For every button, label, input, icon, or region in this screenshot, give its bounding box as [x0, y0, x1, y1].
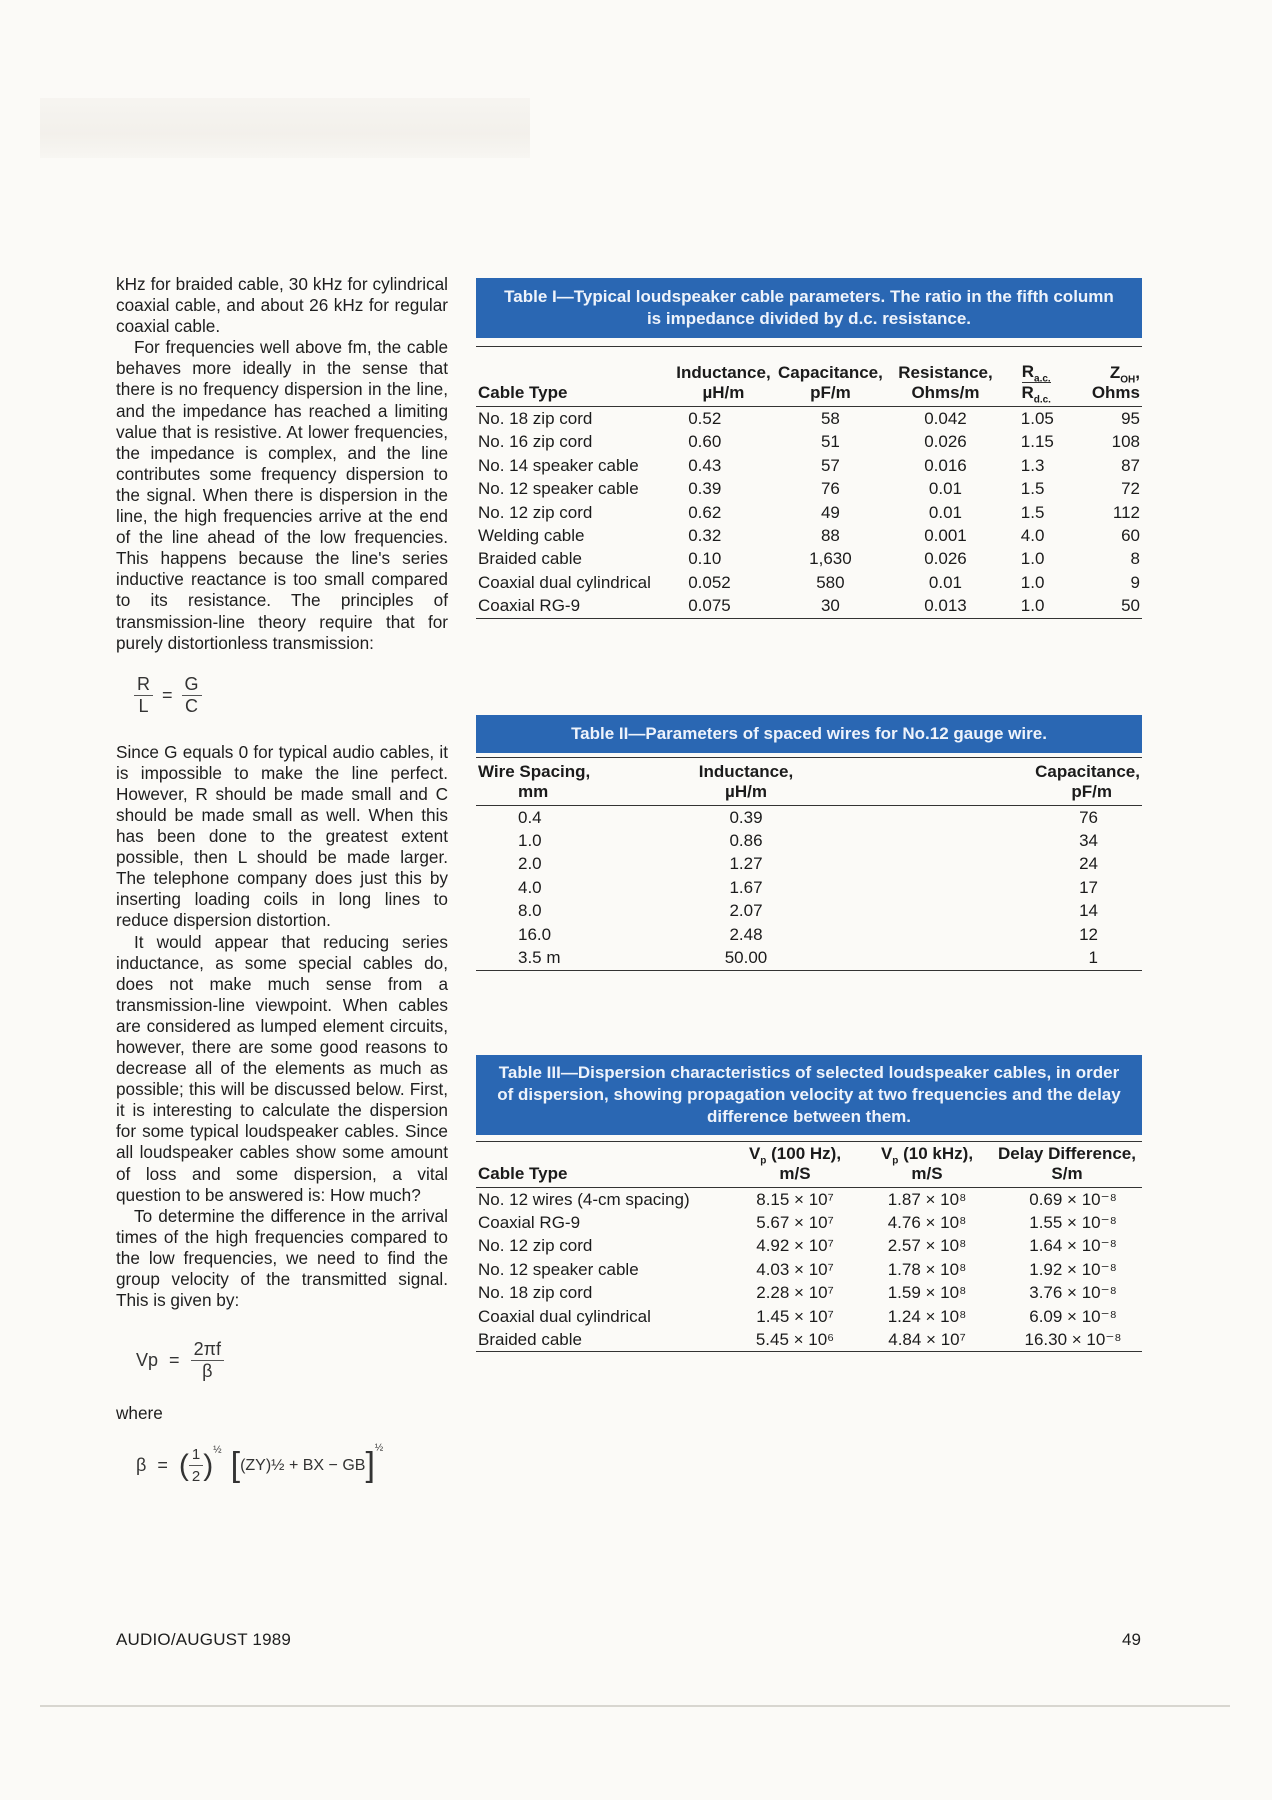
table3-title: Table III—Dispersion characteristics of selected loudspeaker cables, in order of dispersion, showing propagation velocity at two frequencies and the delay difference between them.	[476, 1055, 1142, 1135]
formula-group-velocity	[136, 1339, 448, 1389]
table3-cell: 1.64 × 10⁻⁸	[1029, 1236, 1117, 1256]
table3-cell: 1.87 × 10⁸	[887, 1189, 967, 1209]
table2-cell: 12	[1079, 924, 1098, 944]
table3-row	[476, 1258, 1142, 1281]
table2-title: Table II—Parameters of spaced wires for No.12 gauge wire.	[476, 715, 1142, 753]
page-number: 49	[1122, 1630, 1141, 1649]
tables-column	[476, 278, 1142, 1352]
table1-cell: 1.0	[1020, 549, 1045, 569]
table1-row	[476, 524, 1142, 547]
table1-cell: 0.026	[924, 549, 967, 569]
table1-cell: 1.15	[1020, 432, 1054, 452]
table1-cell: Coaxial RG-9	[478, 596, 581, 616]
table3-cell: No. 12 zip cord	[478, 1236, 593, 1256]
table3-header-vp10k: $V_p$ (10 kHz), m/S	[880, 1143, 974, 1183]
formula-equals: =	[157, 1455, 168, 1476]
formula-equals: =	[169, 1350, 180, 1371]
table1-cell: 1,630	[809, 549, 852, 569]
table1-cell: No. 14 speaker cable	[478, 455, 639, 475]
table3-cell: No. 12 wires (4-cm spacing)	[478, 1189, 690, 1209]
table1-cell: 1.5	[1020, 479, 1045, 499]
scan-shading	[40, 98, 530, 158]
table1-cell: 0.026	[924, 432, 967, 452]
table3-cell: 16.30 × 10⁻⁸	[1024, 1329, 1122, 1349]
table3-cell: 4.76 × 10⁸	[887, 1212, 967, 1232]
table3-row	[476, 1305, 1142, 1328]
table3-header-row	[476, 1141, 1142, 1187]
table1-cell: 49	[820, 502, 840, 522]
table3-cell: Braided cable	[478, 1329, 582, 1349]
table2-header-capacitance: Capacitance, pF/m	[1035, 761, 1140, 801]
table1-cell: 0.60	[688, 432, 722, 452]
table1-row	[476, 501, 1142, 524]
table3	[476, 1141, 1142, 1353]
formula-c: C	[182, 695, 202, 717]
formula-half-num: 1	[191, 1446, 201, 1464]
paragraph: To determine the difference in the arrival times of the high frequencies compared to the low frequencies, we need to find the group velocity of the transmitted signal. This is given by:	[116, 1205, 448, 1311]
table1-header-cable-type: Cable Type	[478, 383, 568, 402]
table2	[476, 757, 1142, 971]
table3-row	[476, 1328, 1142, 1352]
table2-cell: 3.5 m	[518, 948, 561, 968]
table1-row	[476, 547, 1142, 570]
table3-cell: 1.92 × 10⁻⁸	[1029, 1259, 1117, 1279]
table3-cell: Coaxial dual cylindrical	[478, 1306, 651, 1326]
table1-row	[476, 477, 1142, 500]
table2-cell: 76	[1079, 807, 1098, 827]
formula-g: G	[184, 673, 199, 694]
table2-header-spacing: Wire Spacing, mm	[478, 761, 591, 801]
table1-cell: 0.013	[924, 596, 967, 616]
table1-cell: 57	[820, 455, 840, 475]
table1-cell: 60	[1121, 526, 1140, 546]
table1-cell: 0.10	[688, 549, 722, 569]
table2-cell: 24	[1079, 854, 1098, 874]
table2-cell: 4.0	[518, 877, 542, 897]
table3-cell: 2.57 × 10⁸	[887, 1236, 967, 1256]
table3-cell: 1.78 × 10⁸	[887, 1259, 967, 1279]
scan-edge-line	[40, 1705, 1230, 1707]
table1-header-inductance: Inductance, µH/m	[676, 363, 771, 402]
table1-cell: 0.075	[688, 596, 731, 616]
formula-beta-lhs: β	[136, 1455, 147, 1476]
table2-cell: 0.86	[729, 831, 763, 851]
table2-row	[476, 899, 1142, 922]
paragraph: Since G equals 0 for typical audio cables, it is impossible to make the line perfect. However, R should be made small and C should be made small as well. When this has been done to the greatest extent possible, then L should be made larger. The telephone company does just this by inserting loading coils in long lines to reduce dispersion distortion.	[116, 741, 448, 931]
table2-cell: 16.0	[518, 924, 552, 944]
table1-cell: 1.5	[1020, 502, 1045, 522]
table1-cell: 0.042	[924, 409, 967, 428]
table1-cell: 30	[820, 596, 840, 616]
table1-cell: No. 16 zip cord	[478, 432, 593, 452]
table1-header-resistance: Resistance, Ohms/m	[898, 363, 993, 402]
table1-cell: 580	[816, 572, 845, 592]
table3-row	[476, 1234, 1142, 1257]
table1-cell: Braided cable	[478, 549, 582, 569]
table1-cell: 72	[1121, 479, 1140, 499]
table1-cell: No. 18 zip cord	[478, 409, 593, 428]
table2-cell: 0.4	[518, 807, 542, 827]
table2-row	[476, 923, 1142, 946]
table3-cell: 4.03 × 10⁷	[756, 1259, 834, 1279]
table3-row	[476, 1187, 1142, 1211]
table1-title: Table I—Typical loudspeaker cable parameters. The ratio in the fifth column is impedance divided by d.c. resistance.	[476, 278, 1142, 338]
table3-cell: 5.45 × 10⁶	[755, 1329, 835, 1349]
table1-cell: 1.0	[1020, 596, 1045, 616]
table3-header-cable-type: Cable Type	[478, 1163, 568, 1183]
table2-cell: 2.0	[518, 854, 542, 874]
table2-row	[476, 829, 1142, 852]
table2-header-inductance: Inductance, µH/m	[698, 761, 794, 801]
table2-cell: 1.0	[518, 831, 542, 851]
table2-row	[476, 876, 1142, 899]
table1-row	[476, 430, 1142, 453]
table3-cell: 1.59 × 10⁸	[887, 1283, 967, 1303]
table2-header-row	[476, 757, 1142, 805]
table1-cell: 8	[1130, 549, 1140, 569]
table1-cell: 0.01	[928, 479, 963, 499]
table3-cell: 1.55 × 10⁻⁸	[1029, 1212, 1117, 1232]
table1-cell: 0.01	[928, 572, 963, 592]
formula-beta: β	[191, 1360, 224, 1382]
table3-cell: 3.76 × 10⁻⁸	[1029, 1283, 1117, 1303]
table2-cell: 2.48	[729, 924, 763, 944]
table1-row	[476, 571, 1142, 594]
table1-cell: 50	[1121, 596, 1140, 616]
table1-cell: 0.43	[688, 455, 722, 475]
table2-cell: 1.27	[729, 854, 763, 874]
table1-cell: 0.052	[688, 572, 731, 592]
table1-cell: 4.0	[1020, 526, 1045, 546]
table1-cell: 112	[1112, 502, 1140, 522]
formula-r: R	[137, 673, 150, 694]
table2-cell: 50.00	[724, 948, 768, 968]
table1-cell: 0.001	[924, 526, 967, 546]
table1-cell: 95	[1121, 409, 1140, 428]
table1-cell: 0.62	[688, 502, 722, 522]
publication-footer: AUDIO/AUGUST 1989	[116, 1630, 292, 1649]
table1-header-ratio: $R_{a.c.}$ $R_{d.c.}$	[1021, 362, 1051, 406]
table1-row	[476, 454, 1142, 477]
table3-cell: 4.92 × 10⁷	[756, 1236, 834, 1256]
formula-distortionless	[134, 674, 448, 720]
paragraph: kHz for braided cable, 30 kHz for cylindrical coaxial cable, and about 26 kHz for regular coaxial cable.	[116, 274, 448, 337]
table1-header-row	[476, 347, 1142, 407]
table1-header-capacitance: Capacitance, pF/m	[777, 363, 883, 402]
table1-cell: Welding cable	[478, 526, 585, 546]
table1-cell: 1.05	[1020, 409, 1054, 428]
table3-cell: 6.09 × 10⁻⁸	[1029, 1306, 1117, 1326]
table1-cell: Coaxial dual cylindrical	[478, 572, 651, 592]
table1-cell: 108	[1111, 432, 1140, 452]
table2-cell: 14	[1079, 901, 1098, 921]
formula-half-den: 2	[189, 1465, 203, 1487]
table3-header-vp100: $V_p$ (100 Hz), m/S	[748, 1143, 842, 1183]
formula-vp: Vp	[136, 1350, 159, 1371]
table3-cell: No. 12 speaker cable	[478, 1259, 639, 1279]
table3-header-delay: Delay Difference, S/m	[998, 1143, 1136, 1183]
table1-cell: 87	[1121, 455, 1140, 475]
table1-cell: 9	[1130, 572, 1140, 592]
formula-exp: ½	[213, 1444, 222, 1456]
table3-cell: 5.67 × 10⁷	[756, 1212, 834, 1232]
table2-cell: 17	[1079, 877, 1098, 897]
table3-cell: 8.15 × 10⁷	[756, 1189, 834, 1209]
formula-l: L	[134, 695, 153, 717]
table1-cell: 1.0	[1020, 572, 1045, 592]
table3-cell: 0.69 × 10⁻⁸	[1029, 1189, 1117, 1209]
table1-cell: 58	[820, 409, 840, 428]
table2-row	[476, 805, 1142, 829]
table1-cell: 0.39	[688, 479, 722, 499]
formula-outer-exp: ½	[374, 1442, 384, 1454]
table1-cell: No. 12 speaker cable	[478, 479, 639, 499]
table3-cell: 1.24 × 10⁸	[887, 1306, 967, 1326]
table2-cell: 8.0	[518, 901, 542, 921]
table1	[476, 346, 1142, 619]
table1-header-zoh: $Z_{OH}$, Ohms	[1091, 363, 1140, 402]
table3-row	[476, 1211, 1142, 1234]
table1-cell: 76	[820, 479, 840, 499]
table2-cell: 1	[1088, 948, 1098, 968]
paragraph: For frequencies well above fm, the cable behaves more ideally in the sense that there is no frequency dispersion in the line, and the impedance has reached a limiting value that is resistive. At lower frequencies, the impedance is complex, and the line contributes some frequency dispersion to the signal. When there is dispersion in the line, the high frequencies arrive at the end of the line ahead of the low frequencies. This happens because the line's series inductive reactance is too small compared to its resistance. The principles of transmission-line theory require that for purely distortionless transmission:	[116, 337, 448, 653]
table3-cell: No. 18 zip cord	[478, 1283, 593, 1303]
table2-cell: 2.07	[729, 901, 763, 921]
formula-beta-definition: β = ( $\frac{1}{2}$ )$^{\frac{1}{2}}$ [(ZY)½ + BX − GB]$^{\frac{1}{2}}$	[136, 1444, 448, 1500]
table1-row	[476, 407, 1142, 431]
table1-cell: No. 12 zip cord	[478, 502, 593, 522]
table2-cell: 34	[1079, 831, 1098, 851]
table3-cell: 1.45 × 10⁷	[756, 1306, 834, 1326]
table2-cell: 0.39	[729, 807, 763, 827]
table1-cell: 88	[820, 526, 840, 546]
body-text-column	[116, 274, 448, 1500]
table2-row	[476, 852, 1142, 875]
table3-row	[476, 1281, 1142, 1304]
table3-cell: 2.28 × 10⁷	[756, 1283, 834, 1303]
table1-cell: 51	[820, 432, 840, 452]
table1-cell: 0.01	[928, 502, 963, 522]
table2-cell: 1.67	[729, 877, 763, 897]
formula-bracket-content: (ZY)½ + BX − GB	[240, 1457, 366, 1475]
table3-cell: Coaxial RG-9	[478, 1212, 581, 1232]
formula-equals: =	[162, 684, 173, 705]
formula-2pif: 2πf	[193, 1339, 222, 1360]
table1-row	[476, 594, 1142, 618]
table1-cell: 1.3	[1020, 455, 1045, 475]
table1-cell: 0.52	[688, 409, 722, 428]
table2-row	[476, 946, 1142, 970]
paragraph: It would appear that reducing series inductance, as some special cables do, does not make much sense from a transmission-line viewpoint. When cables are considered as lumped element circuits, however, there are some good reasons to decrease all of the elements as much as possible; this will be discussed below. First, it is interesting to calculate the dispersion for some typical loudspeaker cables. Since all loudspeaker cables show some amount of loss and some dispersion, a vital question to be answered is: How much?	[116, 931, 448, 1205]
table3-cell: 4.84 × 10⁷	[888, 1329, 966, 1349]
table1-cell: 0.016	[924, 455, 967, 475]
table1-cell: 0.32	[688, 526, 722, 546]
where-label: where	[116, 1403, 163, 1424]
